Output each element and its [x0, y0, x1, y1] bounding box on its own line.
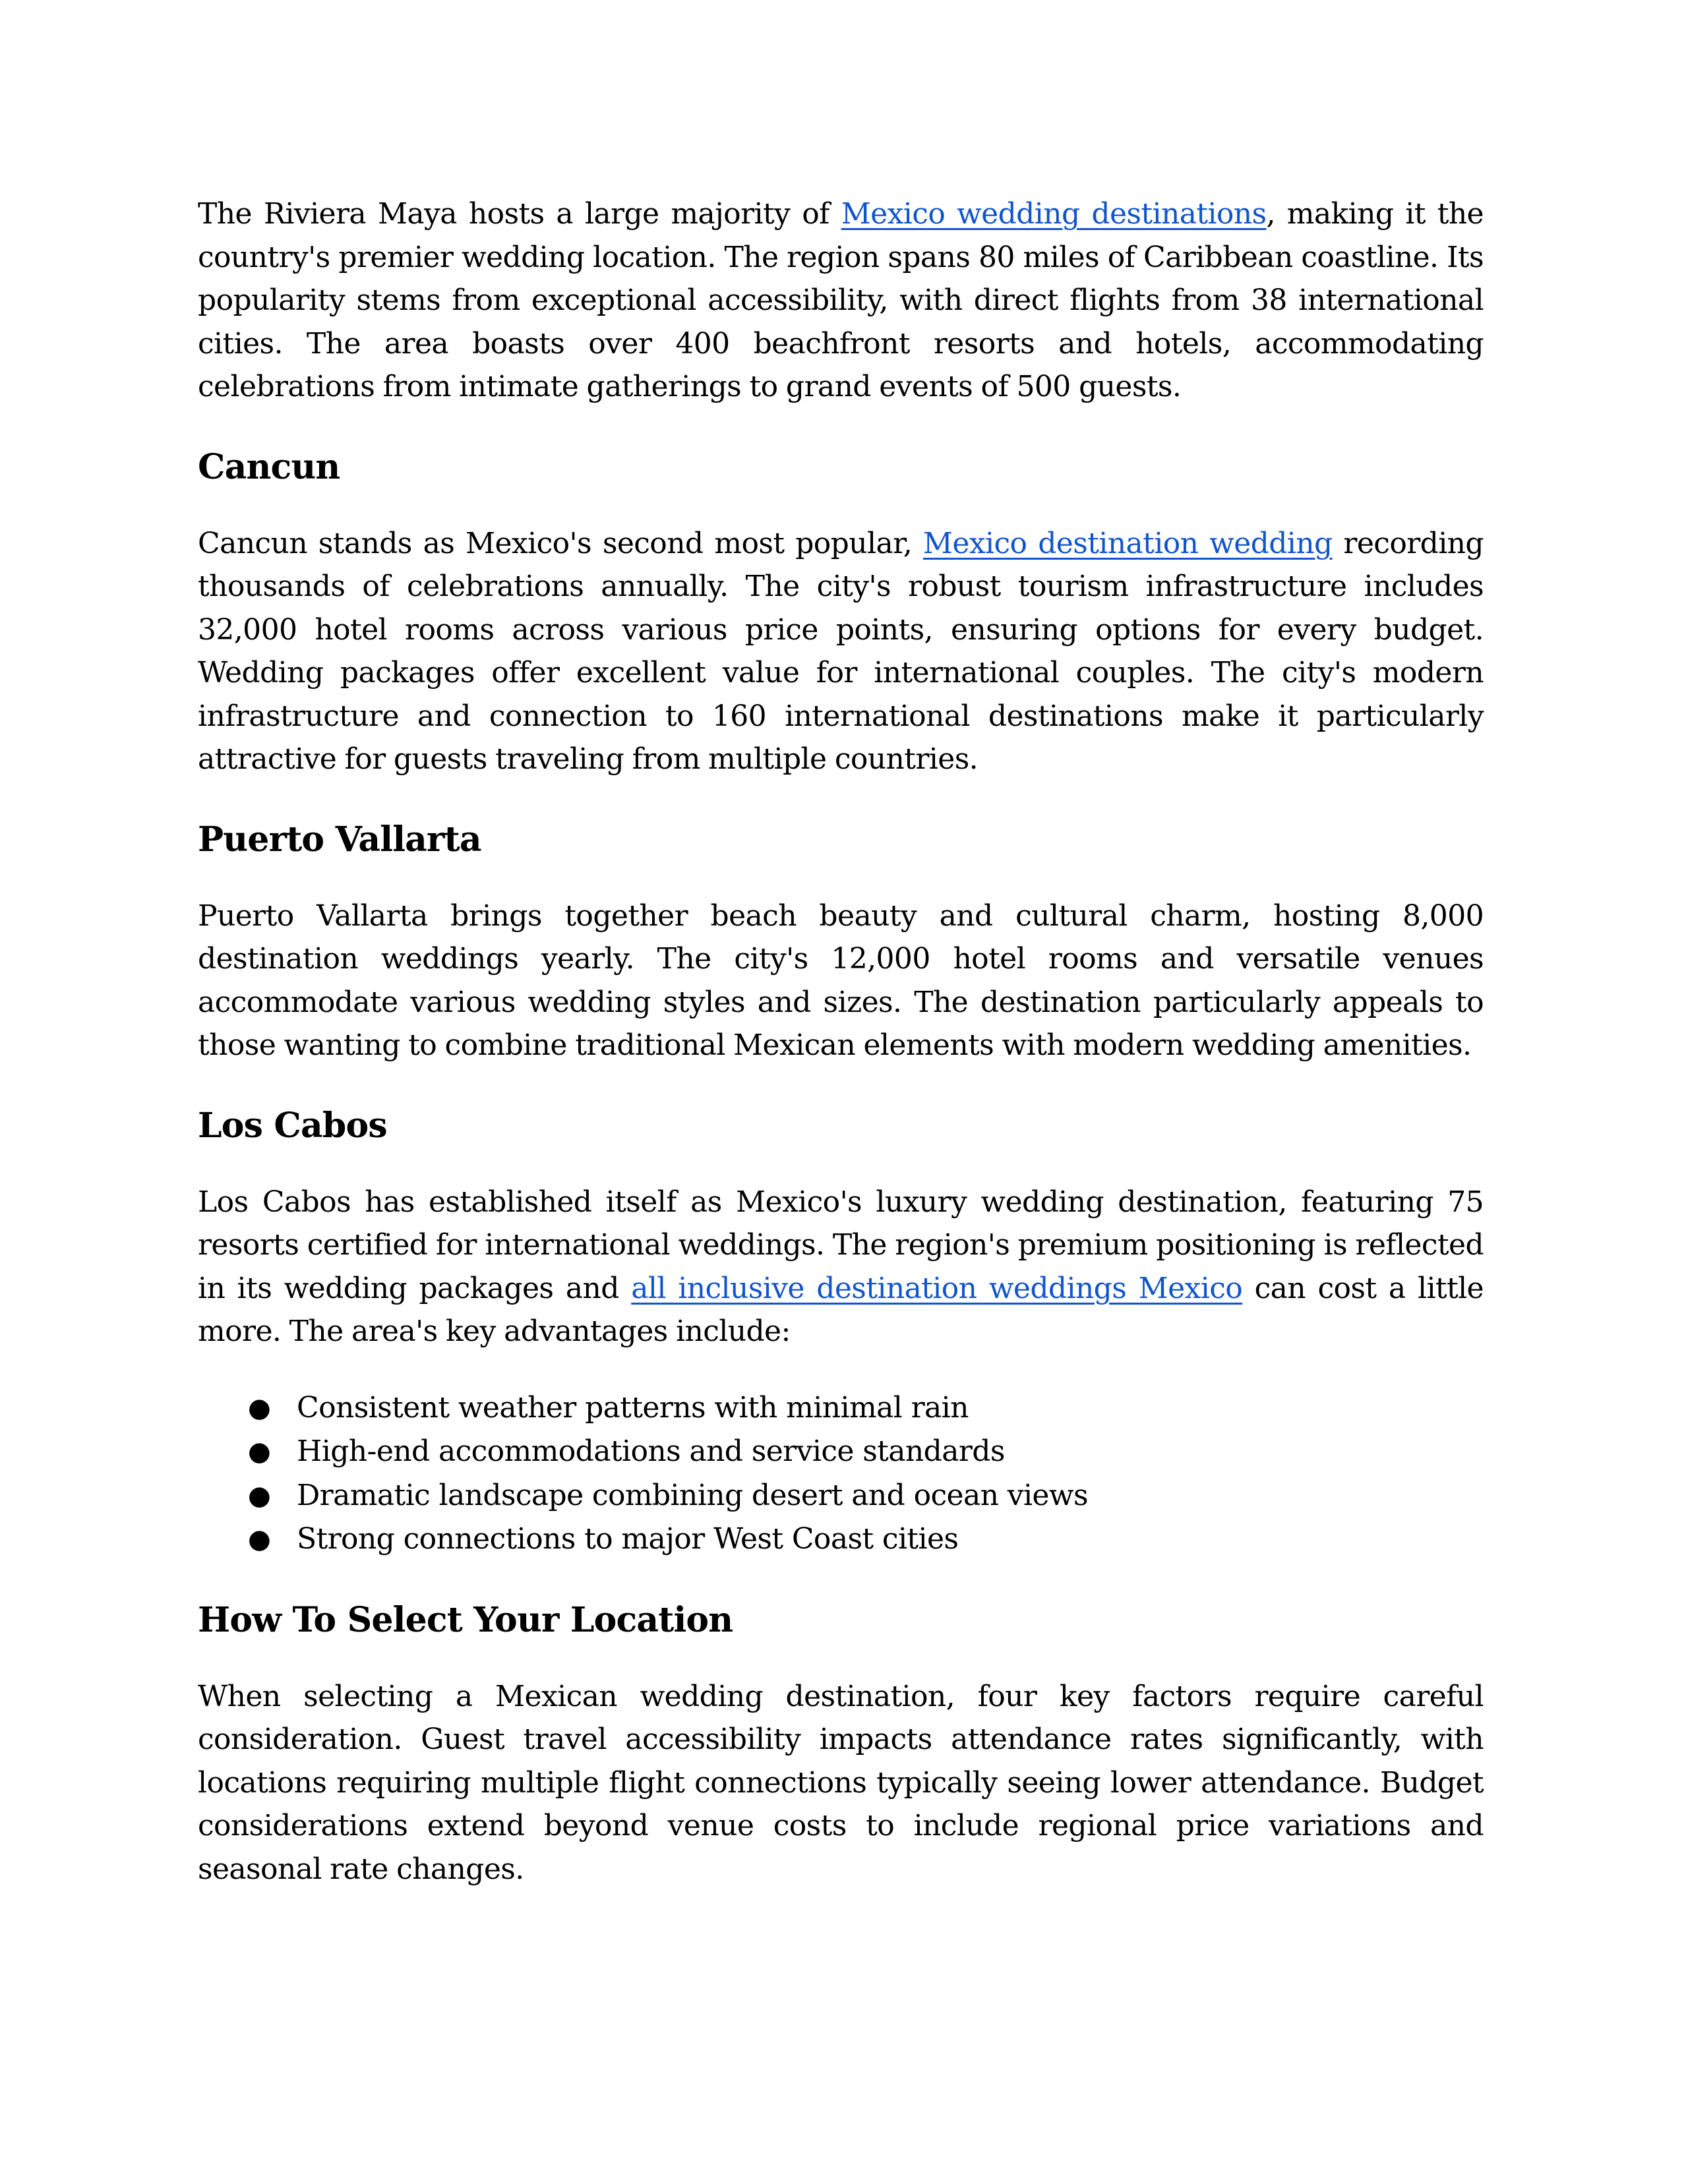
los-cabos-paragraph: [198, 1181, 1484, 1353]
all-inclusive-destination-weddings-link[interactable]: all inclusive destination weddings Mexico: [631, 1271, 1243, 1305]
heading-puerto-vallarta: Puerto Vallarta: [198, 819, 481, 860]
bullet-icon: ●: [248, 1524, 271, 1554]
select-location-paragraph: When selecting a Mexican wedding destination, four key factors require careful consideration. Guest travel accessibility impacts attendance rates significantly, with locations requiring multiple flight connections typically seeing lower attendance. Budget considerations extend beyond venue costs to include regional price variations and seasonal rate changes.: [198, 1679, 1484, 1886]
cancun-text-start: Cancun stands as Mexico's second most popular,: [198, 526, 923, 560]
list-item: [198, 1518, 1484, 1562]
mexico-wedding-destinations-link[interactable]: Mexico wedding destinations: [841, 197, 1267, 231]
heading-how-to-select-location: How To Select Your Location: [198, 1599, 733, 1640]
intro-paragraph: [198, 192, 1484, 409]
list-item: [198, 1474, 1484, 1518]
los-cabos-text-start: Los Cabos has established itself as Mexico's luxury wedding destination, featuring 75 resorts certified for international weddings. The region's premium positioning is reflected in its wedding packages and: [198, 1185, 1484, 1305]
list-item-text: Dramatic landscape combining desert and ocean views: [297, 1478, 1088, 1512]
los-cabos-text-end: can cost a little more. The area's key advantages include:: [198, 1271, 1484, 1348]
list-item: [198, 1430, 1484, 1474]
bullet-icon: ●: [248, 1436, 271, 1467]
list-item-text: Strong connections to major West Coast cities: [297, 1522, 959, 1556]
heading-los-cabos: Los Cabos: [198, 1105, 387, 1146]
list-item: [198, 1386, 1484, 1431]
los-cabos-advantages-list: [198, 1386, 1484, 1562]
intro-text-end: , making it the country's premier wedding location. The region spans 80 miles of Caribbean coastline. Its popularity stems from exceptional accessibility, with direct flights from 38 international cities. The area boasts over 400 beachfront resorts and hotels, accommodating celebrations from intimate gatherings to grand events of 500 guests.: [198, 197, 1484, 403]
list-item-text: High-end accommodations and service standards: [297, 1434, 1005, 1468]
heading-cancun: Cancun: [198, 446, 340, 487]
mexico-destination-wedding-link[interactable]: Mexico destination wedding: [922, 526, 1333, 560]
list-item-text: Consistent weather patterns with minimal rain: [297, 1390, 969, 1425]
puerto-vallarta-paragraph: Puerto Vallarta brings together beach beauty and cultural charm, hosting 8,000 destination weddings yearly. The city's 12,000 hotel rooms and versatile venues accommodate various wedding styles and sizes. The destination particularly appeals to those wanting to combine traditional Mexican elements with modern wedding amenities.: [198, 899, 1484, 1062]
cancun-paragraph: [198, 522, 1484, 781]
bullet-icon: ●: [248, 1392, 271, 1423]
cancun-text-end: recording thousands of celebrations annually. The city's robust tourism infrastructure includes 32,000 hotel rooms across various price points, ensuring options for every budget. Wedding packages offer excellent value for international couples. The city's modern infrastructure and connection to 160 international destinations make it particularly attractive for guests traveling from multiple countries.: [198, 526, 1484, 776]
document-page: [198, 192, 1484, 1891]
bullet-icon: ●: [248, 1480, 271, 1511]
intro-text-start: The Riviera Maya hosts a large majority of: [198, 197, 841, 231]
